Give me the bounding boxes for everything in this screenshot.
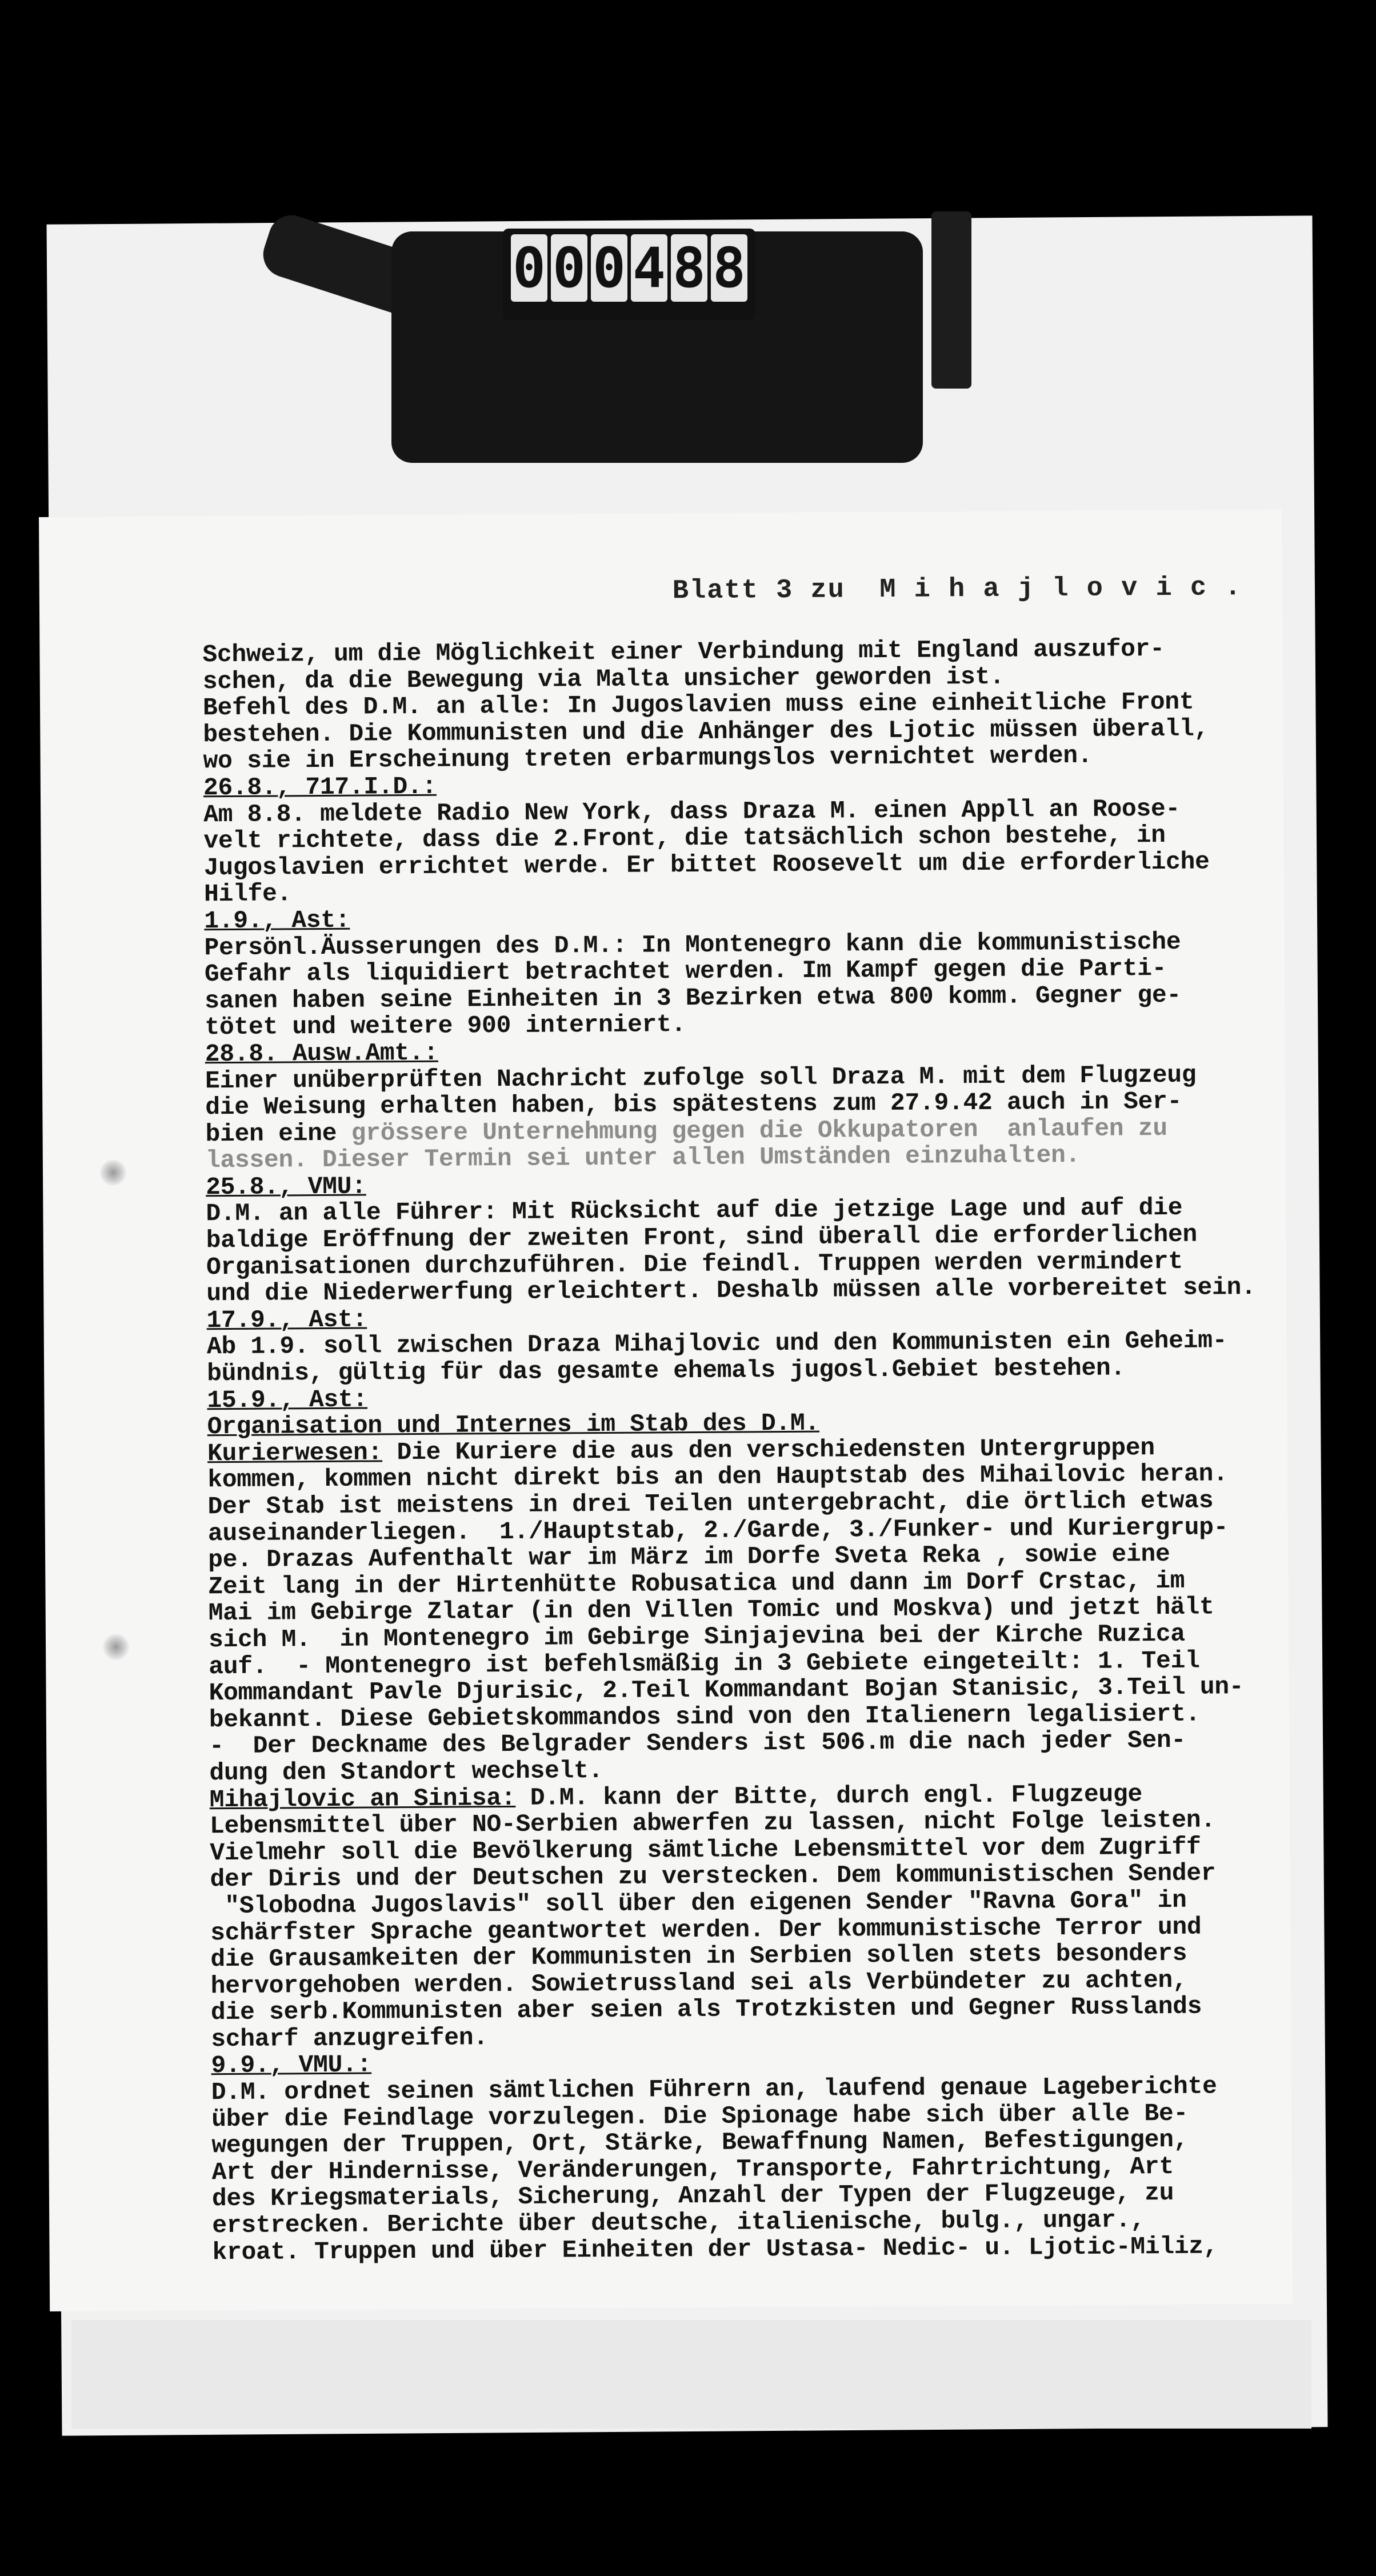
text-line: über die Feindlage vorzulegen. Die Spionage habe sich über alle Be- [211,2099,1189,2133]
text-line: bien eine grössere Unternehmung gegen die Okkupatoren anlaufen zu [205,1114,1168,1148]
counter-digit: 0 [591,234,627,302]
section-heading-line: 15.9., Ast: [207,1385,368,1414]
text-line: Zeit lang in der Hirtenhütte Robusatica und dann im Dorf Crstac, im [208,1566,1185,1601]
section-heading-line: 28.8. Ausw.Amt.: [205,1038,438,1069]
text-line: kroat. Truppen und über Einheiten der Ustasa- Nedic- u. Ljotic-Miliz, [212,2232,1218,2266]
section-heading-line: 1.9., Ast: [204,906,350,935]
text-line: Jugoslavien errichtet werde. Er bittet Roosevelt um die erforderliche [203,847,1210,882]
text-line: sich M. in Montenegro im Gebirge Sinjajevina bei der Kirche Ruzica [208,1619,1185,1654]
text-line: bekannt. Diese Gebietskommandos sind von den Italienern legalisiert. [209,1699,1201,1734]
text-line: wegungen der Truppen, Ort, Stärke, Bewaffnung Namen, Befestigungen, [211,2126,1189,2160]
document-page [39,510,1293,2311]
counter-post [931,211,971,389]
text-line: Schweiz, um die Möglichkeit einer Verbindung mit England auszufor- [202,634,1165,669]
text-line: und die Niederwerfung erleichtert. Deshalb müssen alle vorbereitet sein. [206,1273,1256,1308]
text-line: die Grausamkeiten der Kommunisten in Serbien sollen stets besonders [210,1939,1187,1974]
text-line: erstrecken. Berichte über deutsche, italienische, bulg., ungar., [212,2206,1145,2240]
text-line: Organisationen durchzuführen. Die feindl. Truppen werden vermindert [206,1247,1183,1281]
lower-sheet-edge [71,2320,1311,2429]
text-line: Lebensmittel über NO-Serbien abwerfen zu lassen, nicht Folge leisten. [209,1806,1215,1841]
text-line: tötet und weitere 900 interniert. [205,1010,686,1042]
text-line: die serb.Kommunisten aber seien als Trotzkisten und Gegner Russlands [210,1992,1202,2027]
text-line: dung den Standort wechselt. [209,1756,603,1787]
section-heading-line: Organisation und Internes im Stab des D.M. [207,1409,820,1441]
punch-hole [100,1159,126,1186]
text-line: "Slobodna Jugoslavis" soll über den eigenen Sender "Ravna Gora" in [210,1886,1187,1921]
text-line: Kommandant Pavle Djurisic, 2.Teil Kommandant Bojan Stanisic, 3.Teil un- [209,1673,1244,1707]
text-line: velt richtete, dass die 2.Front, die tatsächlich schon bestehe, in [203,821,1166,855]
counter-digits [503,229,755,320]
counter-digit: 8 [711,234,747,302]
text-line: schärfster Sprache geantwortet werden. Der kommunistische Terror und [210,1913,1202,1947]
text-line: sanen haben seine Einheiten in 3 Bezirken etwa 800 komm. Gegner ge- [205,981,1182,1015]
text-line: kommen, kommen nicht direkt bis an den Hauptstab des Mihailovic heran. [207,1459,1228,1494]
text-line: des Kriegsmaterials, Sicherung, Anzahl der Typen der Flugzeuge, zu [211,2179,1174,2213]
text-line: der Diris und der Deutschen zu verstecken. Dem kommunistischen Sender [210,1859,1216,1894]
counter-digit: 0 [551,234,587,302]
text-line: die Weisung erhalten haben, bis spätestens zum 27.9.42 auch in Ser- [205,1087,1182,1122]
page-header: Blatt 3 zu M i h a j l o v i c . [672,573,1242,607]
text-line: auseinanderliegen. 1./Hauptstab, 2./Garde, 3./Funker- und Kuriergrup- [207,1513,1229,1547]
text-line: hervorgehoben werden. Sowietrussland sei als Verbündeter zu achten, [210,1966,1187,2000]
section-heading-line: 26.8., 717.I.D.: [203,772,437,802]
text-line: bündnis, gültig für das gesamte ehemals jugosl.Gebiet bestehen. [207,1354,1126,1388]
text-line: pe. Drazas Aufenthalt war im März im Dorfe Sveta Reka , sowie eine [208,1540,1170,1574]
text-line: Mai im Gebirge Zlatar (in den Villen Tomic und Moskva) und jetzt hält [208,1593,1214,1627]
text-line: auf. - Montenegro ist befehlsmäßig in 3 Gebiete eingeteilt: 1. Teil [209,1646,1200,1681]
text-line: baldige Eröffnung der zweiten Front, sind überall die erforderlichen [206,1220,1198,1255]
text-line: Der Stab ist meistens in drei Teilen untergebracht, die örtlich etwas [207,1486,1214,1521]
counter-digit: 4 [631,234,667,302]
text-line: Gefahr als liquidiert betrachtet werden. Im Kampf gegen die Parti- [204,954,1167,989]
text-line: Mihajlovic an Sinisa: D.M. kann der Bitte, durch engl. Flugzeuge [209,1779,1143,1814]
text-line: - Der Deckname des Belgrader Senders ist 506.m die nach jeder Sen- [209,1726,1186,1761]
text-line: Persönl.Äusserungen des D.M.: In Montenegro kann die kommunistische [204,927,1181,962]
text-line: wo sie in Erscheinung treten erbarmungslos vernichtet werden. [203,742,1093,775]
punch-hole [103,1634,129,1660]
section-heading-line: 9.9., VMU.: [211,2050,372,2080]
text-line: D.M. an alle Führer: Mit Rücksicht auf die jetzige Lage und auf die [206,1194,1183,1228]
text-line: D.M. ordnet seinen sämtlichen Führern an, laufend genaue Lageberichte [211,2072,1217,2107]
text-line: Ab 1.9. soll zwischen Draza Mihajlovic und den Kommunisten ein Geheim- [206,1326,1227,1361]
text-line: Hilfe. [203,879,292,909]
text-line: Befehl des D.M. an alle: In Jugoslavien muss eine einheitliche Front [202,687,1194,722]
typewritten-body [202,635,1298,2266]
text-line: bestehen. Die Kommunisten und die Anhänger des Ljotic müssen überall, [203,714,1209,749]
text-line: scharf anzugreifen. [211,2023,489,2054]
page-counter-stamp [263,211,949,463]
text-line: Am 8.8. meldete Radio New York, dass Draza M. einen Appll an Roose- [203,794,1181,829]
counter-digit: 8 [671,234,707,302]
text-line: schen, da die Bewegung via Malta unsicher geworden ist. [202,662,1005,695]
text-line: Kurierwesen: Die Kuriere die aus den verschiedensten Untergruppen [207,1433,1155,1468]
section-heading-line: 25.8., VMU: [206,1172,366,1202]
counter-digit: 0 [511,234,547,302]
text-line: Vielmehr soll die Bevölkerung sämtliche Lebensmittel vor dem Zugriff [210,1833,1201,1867]
text-line: Einer unüberprüften Nachricht zufolge soll Draza M. mit dem Flugzeug [205,1061,1197,1095]
text-line: lassen. Dieser Termin sei unter allen Umständen einzuhalten. [205,1141,1081,1175]
section-heading-line: 17.9., Ast: [206,1305,367,1335]
text-line: Art der Hindernisse, Veränderungen, Transporte, Fahrtrichtung, Art [211,2152,1174,2187]
